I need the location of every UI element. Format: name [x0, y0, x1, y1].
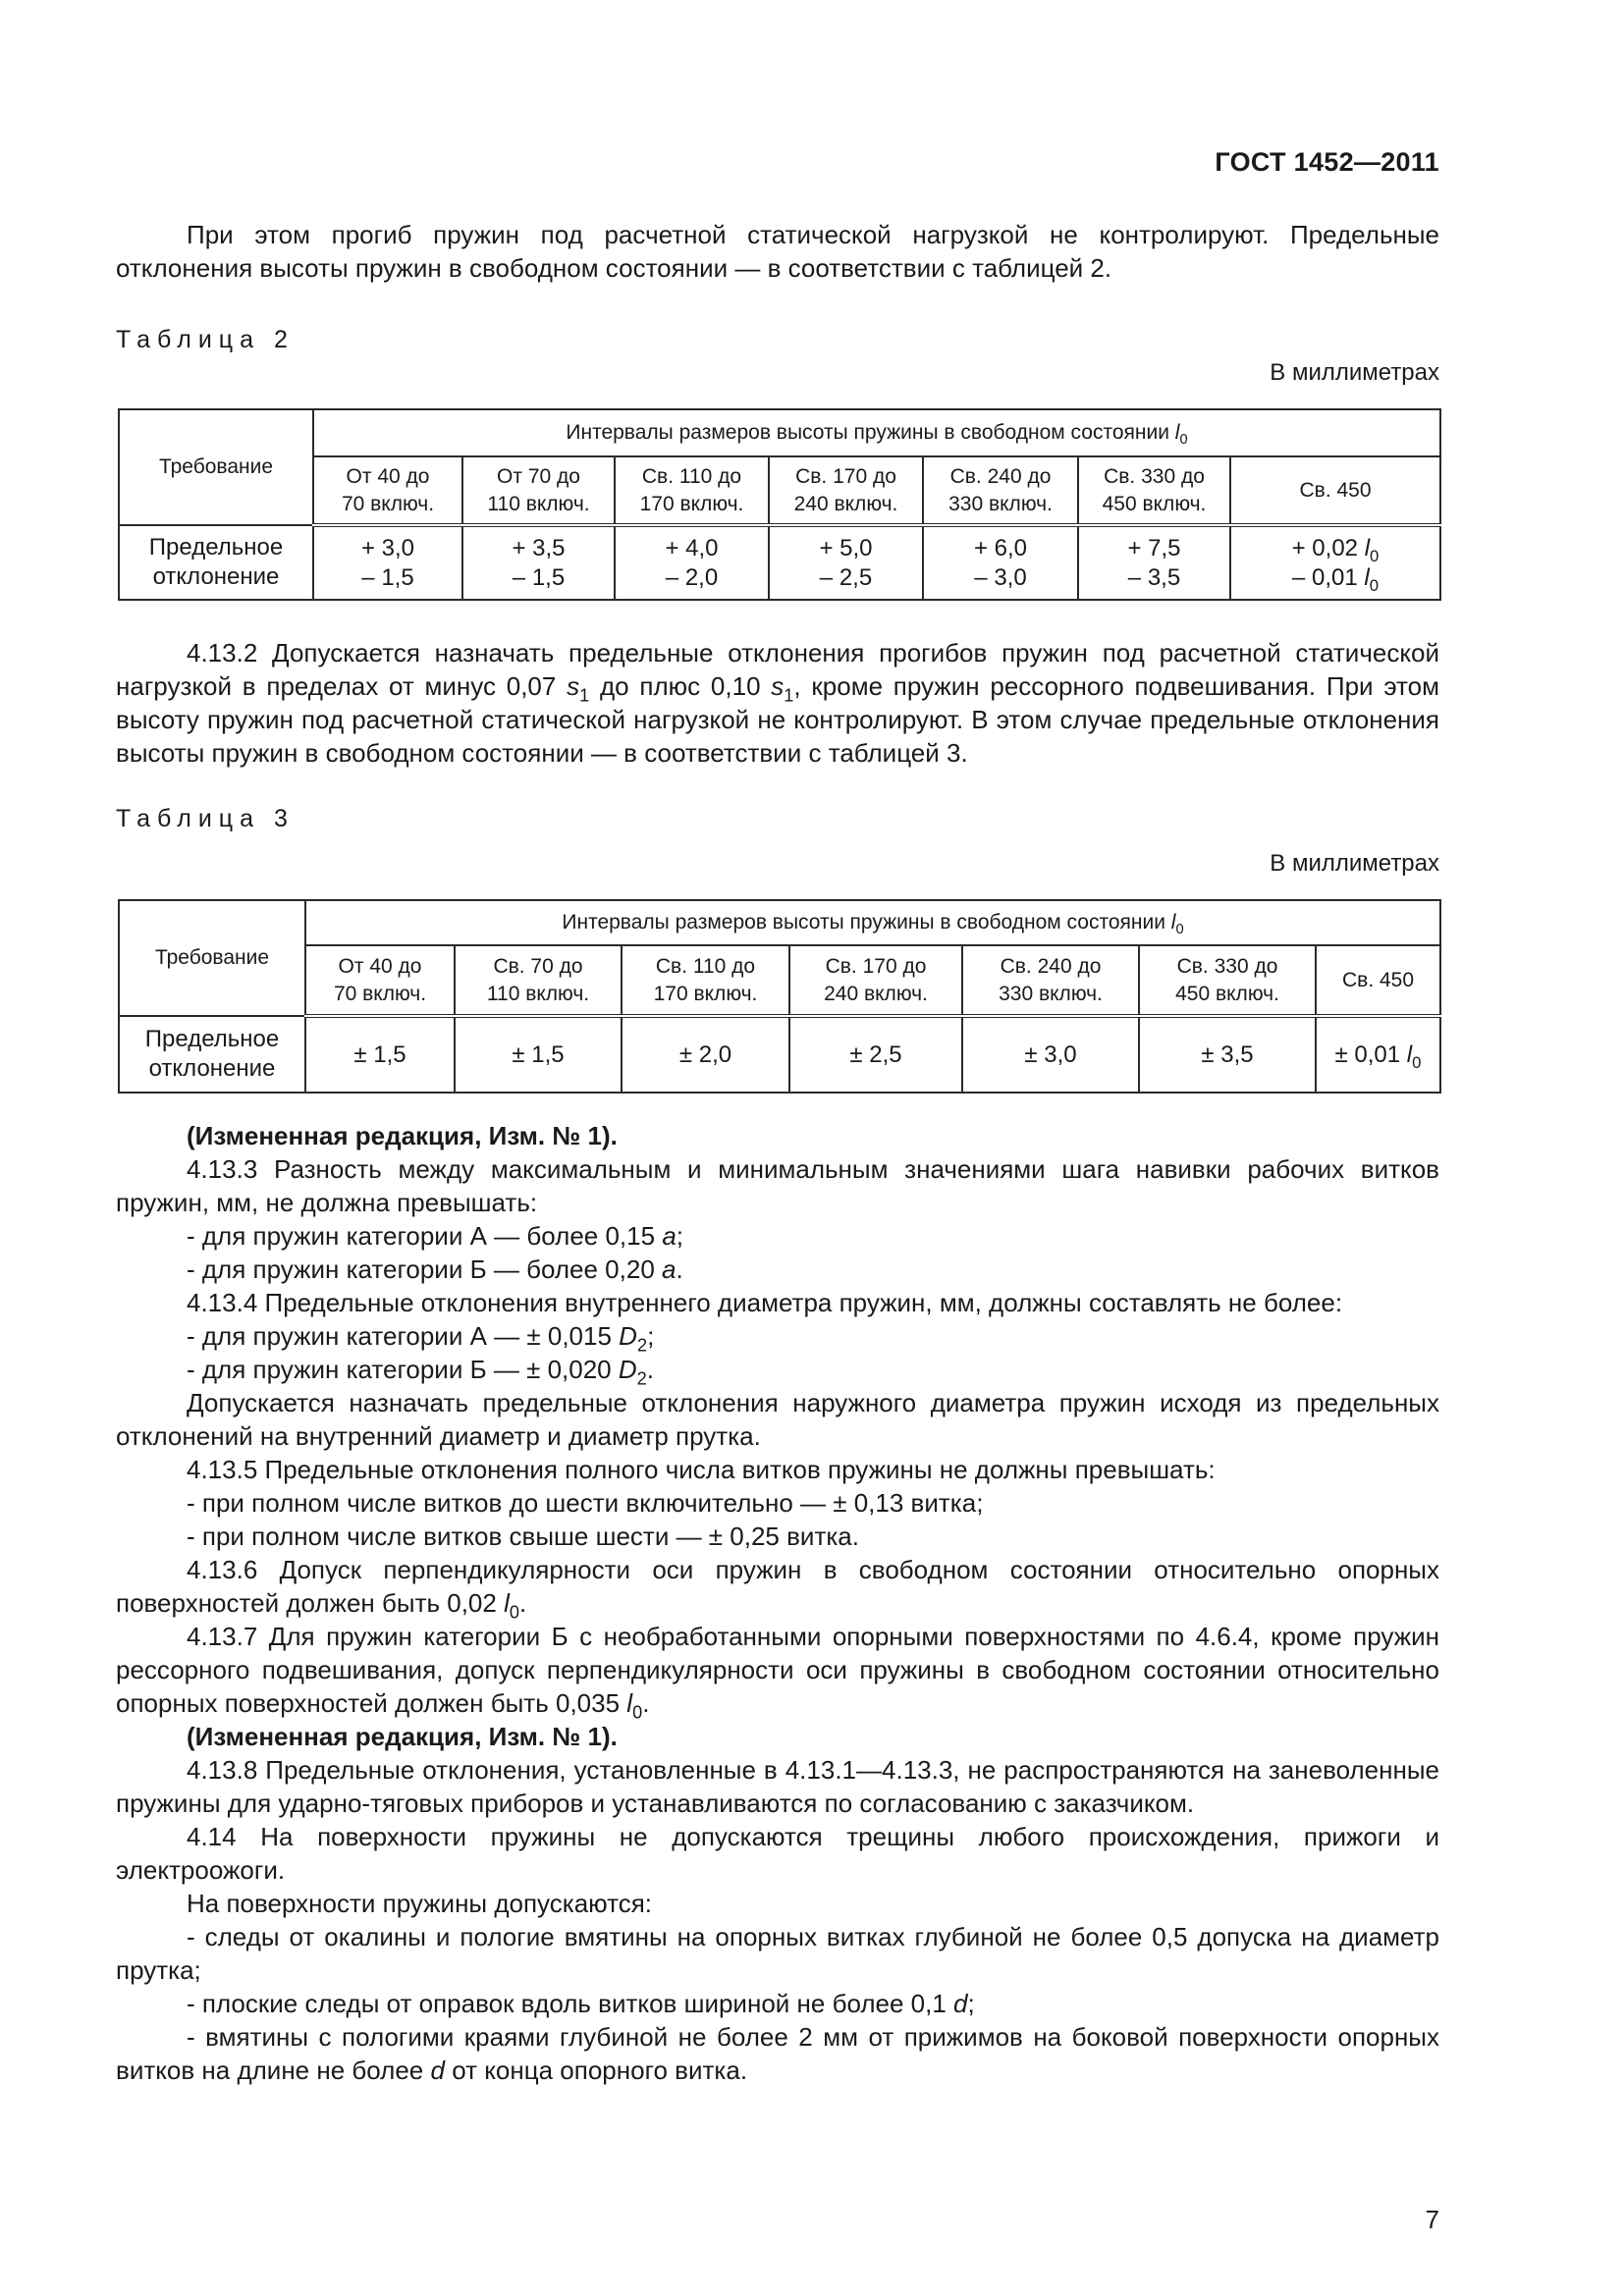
table3-col-header: Св. 330 до 450 включ.	[1139, 945, 1316, 1016]
table2-col-header: От 40 до 70 включ.	[313, 456, 462, 525]
page-number: 7	[1425, 2205, 1439, 2234]
paragraph-outer-diameter: Допускается назначать предельные отклонения наружного диаметра пружин исходя из предельных отклонений на внутренний диаметр и диаметр прутка.	[116, 1388, 1439, 1451]
intro-paragraph: При этом прогиб пружин под расчетной статической нагрузкой не контролируют. Предельные отклонения высоты пружин в свободном состоянии — в соответствии с таблицей 2.	[116, 220, 1439, 283]
table3-row	[119, 1016, 1440, 1093]
list-item: - следы от окалины и пологие вмятины на опорных витках глубиной не более 0,5 допуска на диаметр прутка;	[116, 1922, 1439, 1985]
table2-col-header: Св. 450	[1230, 456, 1440, 525]
table2-cell: + 4,0 – 2,0	[615, 525, 769, 600]
table3-col-header: Св. 450	[1316, 945, 1440, 1016]
table2-units: В миллиметрах	[1270, 359, 1439, 386]
paragraph-4-13-2: 4.13.2 Допускается назначать предельные отклонения прогибов пружин под расчетной статической нагрузкой в пределах от минус 0,07 $s_1$ до плюс 0,10 $s_1$, кроме пружин рессорного подвешивания. При этом высоту пружин под расчетной статической нагрузкой не контролируют. В этом случае предельные отклонения высоты пружин в свободном состоянии — в соответствии с таблицей 3.	[116, 638, 1439, 768]
table3-cell: ± 1,5	[455, 1016, 622, 1093]
list-item: - при полном числе витков до шести включительно — ± 0,13 витка;	[187, 1488, 984, 1518]
paragraph-4-13-5: 4.13.5 Предельные отклонения полного числа витков пружины не должны превышать:	[187, 1455, 1216, 1484]
table3-units: В миллиметрах	[1270, 850, 1439, 877]
table2-cell: + 5,0 – 2,5	[769, 525, 923, 600]
table3-col-header: Св. 240 до 330 включ.	[962, 945, 1139, 1016]
edit-note: (Измененная редакция, Изм. № 1).	[187, 1121, 618, 1150]
table3-cell: ± 2,0	[622, 1016, 789, 1093]
table3-col-header: Св. 70 до 110 включ.	[455, 945, 622, 1016]
table2-col-header: Св. 170 до 240 включ.	[769, 456, 923, 525]
table3-cell: ± 0,01 $l_0$	[1316, 1016, 1440, 1093]
table3-group-header: Интервалы размеров высоты пружины в свободном состоянии $l_0$	[305, 900, 1440, 945]
table2-caption: Таблица 2	[116, 326, 295, 353]
paragraph-4-13-7: 4.13.7 Для пружин категории Б с необработанными опорными поверхностями по 4.6.4, кроме пружин рессорного подвешивания, допуск перпендикулярности оси пружины в свободном состоянии относительно опорных поверхностей должен быть 0,035 $l_0$.	[116, 1622, 1439, 1723]
table2-cell: + 3,0 – 1,5	[313, 525, 462, 600]
table3-col-header: Св. 110 до 170 включ.	[622, 945, 789, 1016]
table2-cell: + 3,5 – 1,5	[462, 525, 615, 600]
table2-cell: + 0,02 $l_0$ – 0,01 $l_0$	[1230, 525, 1440, 600]
table2-group-header: Интервалы размеров высоты пружины в свободном состоянии $l_0$	[313, 409, 1440, 456]
list-item: - для пружин категории А — ± 0,015 $D_2$;	[187, 1321, 655, 1356]
document-id: ГОСТ 1452—2011	[1215, 147, 1439, 177]
main-body	[116, 1119, 1439, 2087]
table2-col-header: Св. 330 до 450 включ.	[1078, 456, 1230, 525]
table3-cell: ± 3,5	[1139, 1016, 1316, 1093]
table3-cell: ± 2,5	[789, 1016, 962, 1093]
edit-note: (Измененная редакция, Изм. № 1).	[187, 1722, 618, 1751]
list-item: - при полном числе витков свыше шести — ± 0,25 витка.	[187, 1522, 859, 1551]
paragraph-4-13-3: 4.13.3 Разность между максимальным и минимальным значениями шага навивки рабочих витков пружин, мм, не должна превышать:	[116, 1154, 1439, 1217]
paragraph-4-13-4: 4.13.4 Предельные отклонения внутреннего диаметра пружин, мм, должны составлять не более:	[187, 1288, 1343, 1317]
table2-col-header: От 70 до 110 включ.	[462, 456, 615, 525]
table2-col-header: Св. 110 до 170 включ.	[615, 456, 769, 525]
table2-row-label: Предельное отклонение	[119, 525, 313, 600]
table3-cell: ± 1,5	[305, 1016, 455, 1093]
table2-cell: + 7,5 – 3,5	[1078, 525, 1230, 600]
table2-cell: + 6,0 – 3,0	[923, 525, 1078, 600]
paragraph-4-14: 4.14 На поверхности пружины не допускаются трещины любого происхождения, прижоги и электроожоги.	[116, 1822, 1439, 1885]
table2-col-header: Св. 240 до 330 включ.	[923, 456, 1078, 525]
table3-col-header: Св. 170 до 240 включ.	[789, 945, 962, 1016]
table3-cell: ± 3,0	[962, 1016, 1139, 1093]
list-item: - для пружин категории Б — ± 0,020 $D_2$.	[187, 1355, 655, 1389]
table3-requirement-header: Требование	[119, 900, 305, 1016]
table3	[118, 899, 1441, 1094]
paragraph-4-13-8: 4.13.8 Предельные отклонения, установленные в 4.13.1—4.13.3, не распространяются на заневоленные пружины для ударно-тяговых приборов и устанавливаются по согласованию с заказчиком.	[116, 1755, 1439, 1818]
table2-row	[119, 525, 1440, 600]
table3-row-label: Предельное отклонение	[119, 1016, 305, 1093]
paragraph-allowed: На поверхности пружины допускаются:	[187, 1889, 653, 1918]
list-item: - плоские следы от оправок вдоль витков шириной не более 0,1 d;	[187, 1989, 975, 2018]
table3-col-header: От 40 до 70 включ.	[305, 945, 455, 1016]
list-item: - вмятины с пологими краями глубиной не более 2 мм от прижимов на боковой поверхности опорных витков на длине не более d от конца опорного витка.	[116, 2022, 1439, 2085]
table2-requirement-header: Требование	[119, 409, 313, 525]
list-item: - для пружин категории Б — более 0,20 a.	[187, 1255, 683, 1284]
section-4-13-2	[116, 636, 1439, 770]
intro-section	[116, 218, 1439, 285]
paragraph-4-13-6: 4.13.6 Допуск перпендикулярности оси пружин в свободном состоянии относительно опорных поверхностей должен быть 0,02 $l_0$.	[116, 1555, 1439, 1623]
list-item: - для пружин категории А — более 0,15 a;	[187, 1221, 684, 1251]
table2	[118, 408, 1441, 601]
table3-caption: Таблица 3	[116, 805, 295, 832]
